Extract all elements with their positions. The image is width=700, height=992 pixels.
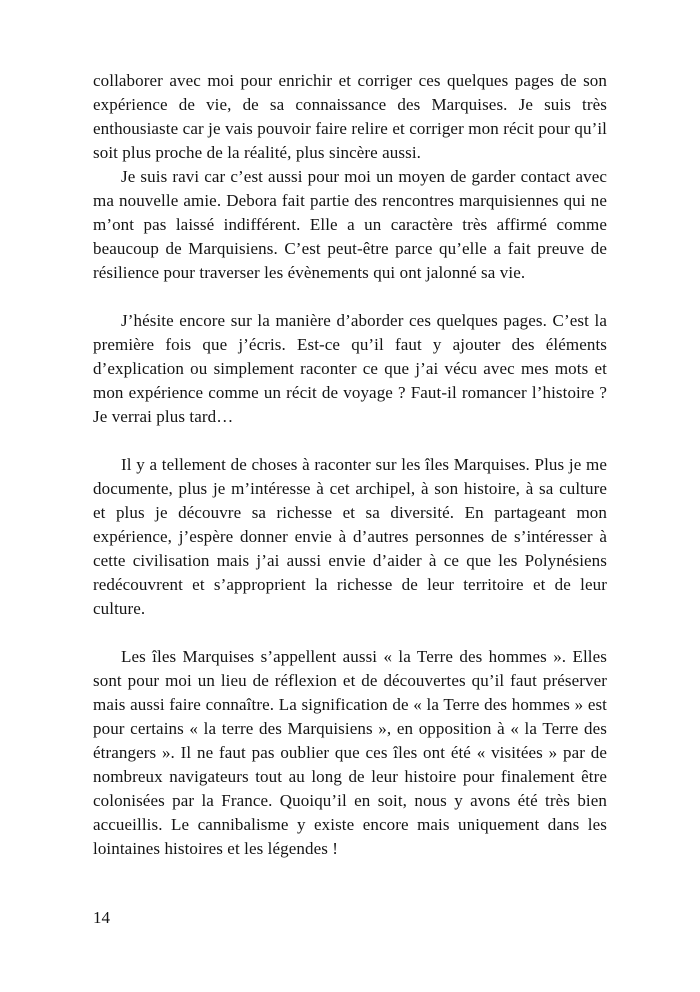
paragraph: Il y a tellement de choses à raconter sur les îles Marquises. Plus je me documente, plus je m’intéresse à cet archipel, à son histoire, à sa culture et plus je découvre sa richesse et sa diversité. En partageant mon expérience, j’espère donner envie à d’autres personnes de s’intéresser à cette civilisation mais j’ai aussi envie d’aider à ce que les Polynésiens redécouvrent et s’approprient la richesse de leur territoire et de leur culture. <box>93 455 607 618</box>
body-text <box>93 69 607 861</box>
paragraph: Les îles Marquises s’appellent aussi « la Terre des hommes ». Elles sont pour moi un lieu de réflexion et de découvertes qu’il faut préserver mais aussi faire connaître. La signification de « la Terre des hommes » est pour certains « la terre des Marquisiens », en opposition à « la Terre des étrangers ». Il ne faut pas oublier que ces îles ont été « visitées » par de nombreux navigateurs tout au long de leur histoire pour finalement être colonisées par la France. Quoiqu’il en soit, nous y avons été très bien accueillis. Le cannibalisme y existe encore mais uniquement dans les lointaines histoires et les légendes ! <box>93 647 607 858</box>
paragraph-continuation: collaborer avec moi pour enrichir et corriger ces quelques pages de son expérience de vie, de sa connaissance des Marquises. Je suis très enthousiaste car je vais pouvoir faire relire et corriger mon récit pour qu’il soit plus proche de la réalité, plus sincère aussi. <box>93 71 607 162</box>
paragraph: Je suis ravi car c’est aussi pour moi un moyen de garder contact avec ma nouvelle amie. Debora fait partie des rencontres marquisiennes qui ne m’ont pas laissé indifférent. Elle a un caractère très affirmé comme beaucoup de Marquisiens. C’est peut-être parce qu’elle a fait preuve de résilience pour traverser les évènements qui ont jalonné sa vie. <box>93 167 607 282</box>
page-number: 14 <box>93 908 110 927</box>
paragraph: J’hésite encore sur la manière d’aborder ces quelques pages. C’est la première fois que j’écris. Est-ce qu’il faut y ajouter des éléments d’explication ou simplement raconter ce que j’ai vécu avec mes mots et mon expérience comme un récit de voyage ? Faut-il romancer l’histoire ? Je verrai plus tard… <box>93 311 607 426</box>
